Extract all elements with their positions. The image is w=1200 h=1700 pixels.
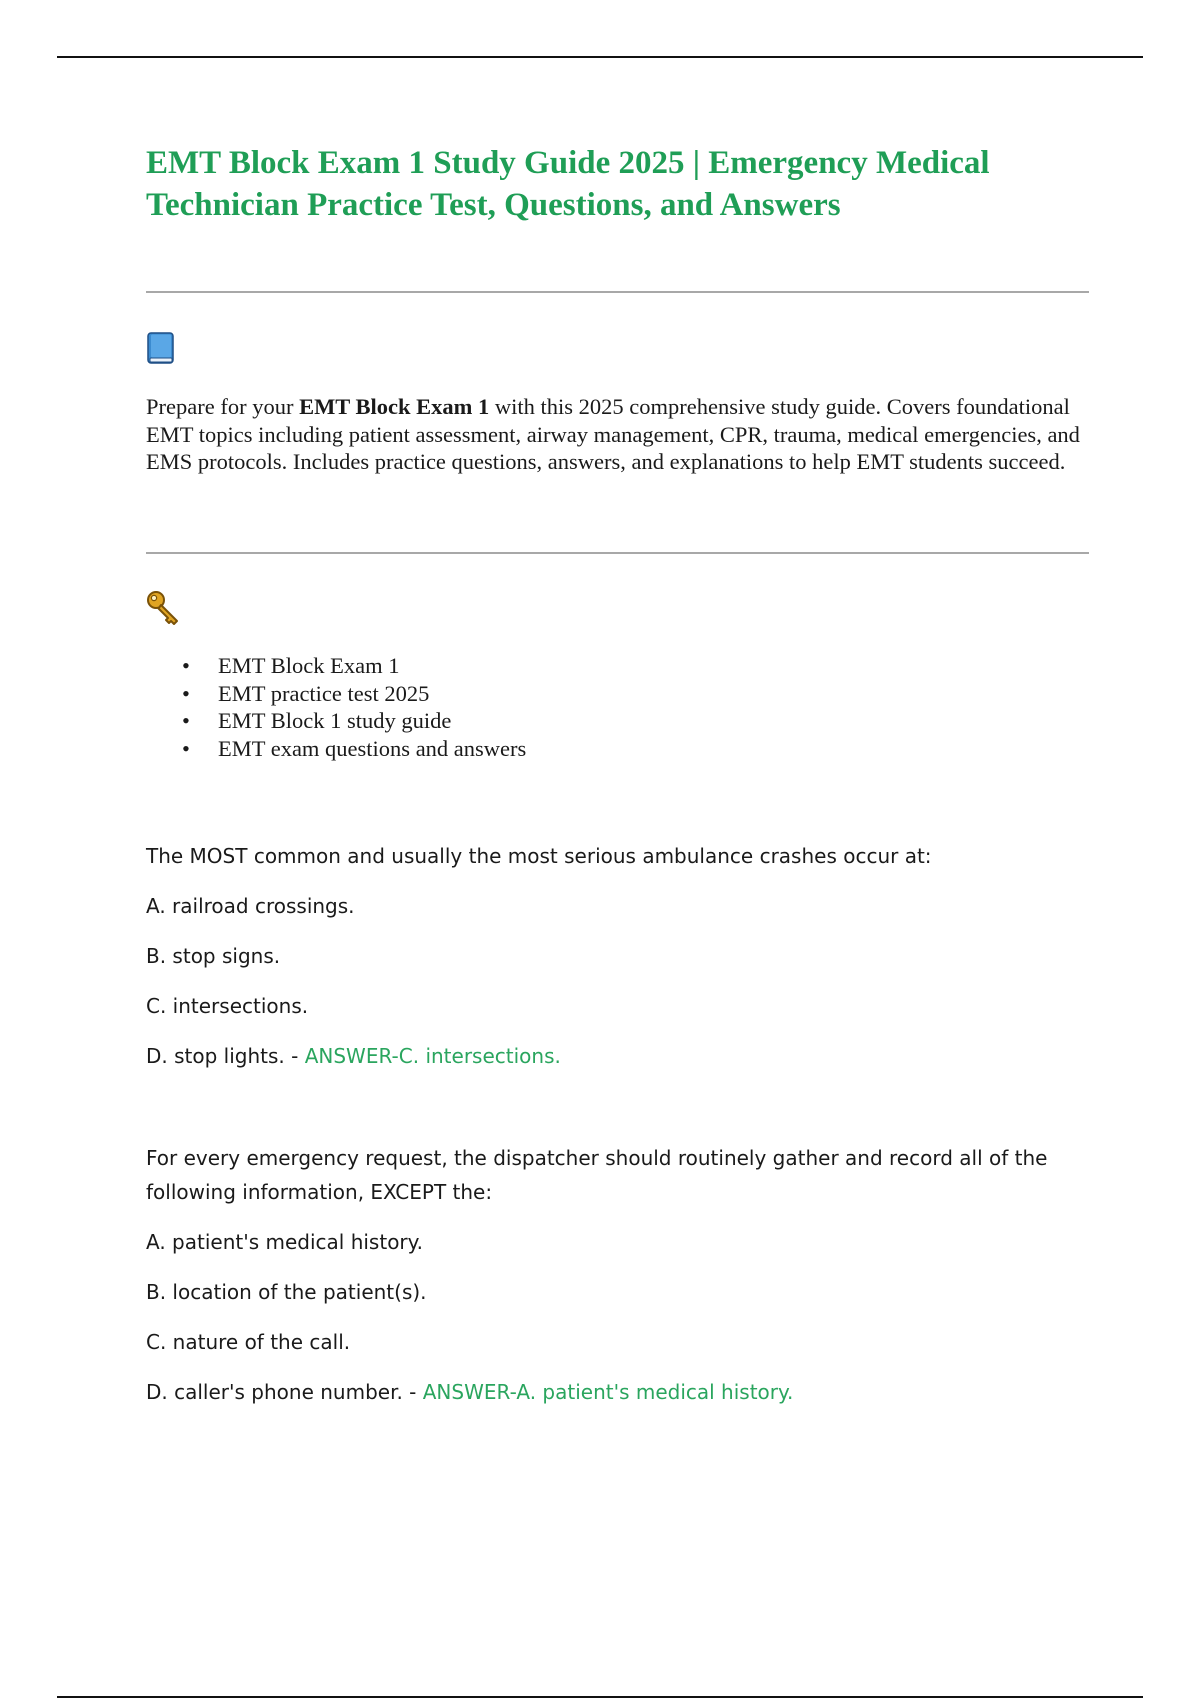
- section-divider: [146, 291, 1089, 293]
- bullet-glyph: •: [182, 653, 190, 678]
- correct-answer: ANSWER-A. patient's medical history.: [422, 1380, 794, 1404]
- answer-option-d-line: [146, 1044, 561, 1068]
- list-item: [146, 652, 526, 680]
- bullet-glyph: •: [182, 708, 190, 733]
- page-bottom-rule: [57, 1696, 1143, 1698]
- answer-option-c: C. intersections.: [146, 994, 309, 1018]
- answer-separator: -: [284, 1044, 305, 1068]
- list-item: [146, 735, 526, 763]
- intro-paragraph: [146, 393, 1096, 476]
- answer-option-a: A. railroad crossings.: [146, 894, 355, 918]
- keyword-list: [146, 652, 526, 762]
- question-stem: For every emergency request, the dispatcher should routinely gather and record all of the following information, EXCEPT the:: [146, 1146, 1048, 1204]
- page-top-rule: [57, 56, 1143, 58]
- document-title: EMT Block Exam 1 Study Guide 2025 | Emergency Medical Technician Practice Test, Questions, and Answers: [146, 145, 990, 223]
- answer-option-b: B. location of the patient(s).: [146, 1280, 427, 1304]
- keyword-text: EMT Block Exam 1: [218, 653, 400, 678]
- answer-option-c: C. nature of the call.: [146, 1330, 351, 1354]
- answer-separator: -: [402, 1380, 423, 1404]
- answer-option-a: A. patient's medical history.: [146, 1230, 423, 1254]
- question-stem: The MOST common and usually the most serious ambulance crashes occur at:: [146, 844, 932, 868]
- intro-text-before: Prepare for your: [146, 394, 300, 419]
- answer-option-d: D. caller's phone number.: [146, 1380, 403, 1404]
- answer-option-b: B. stop signs.: [146, 944, 281, 968]
- bullet-glyph: •: [182, 735, 190, 761]
- intro-text-bold: EMT Block Exam 1: [299, 394, 490, 419]
- keyword-text: EMT practice test 2025: [218, 680, 430, 706]
- key-icon: [146, 590, 182, 626]
- keyword-text: EMT exam questions and answers: [218, 735, 527, 761]
- intro-text-after: with this 2025 comprehensive study guide. Covers foundational EMT topics including patient assessment, airway management, CPR, trauma, medical emergencies, and EMS protocols. Includes practice questions, answers, and explanations to help EMT students succeed.: [146, 394, 1080, 474]
- answer-option-d-line: [146, 1380, 793, 1404]
- correct-answer: ANSWER-C. intersections.: [304, 1044, 561, 1068]
- answer-option-d: D. stop lights.: [146, 1044, 285, 1068]
- bullet-glyph: •: [182, 680, 190, 706]
- blue-book-icon: [147, 332, 174, 364]
- list-item: [146, 707, 526, 735]
- keyword-text: EMT Block 1 study guide: [218, 708, 452, 733]
- section-divider: [146, 552, 1089, 554]
- list-item: [146, 680, 526, 708]
